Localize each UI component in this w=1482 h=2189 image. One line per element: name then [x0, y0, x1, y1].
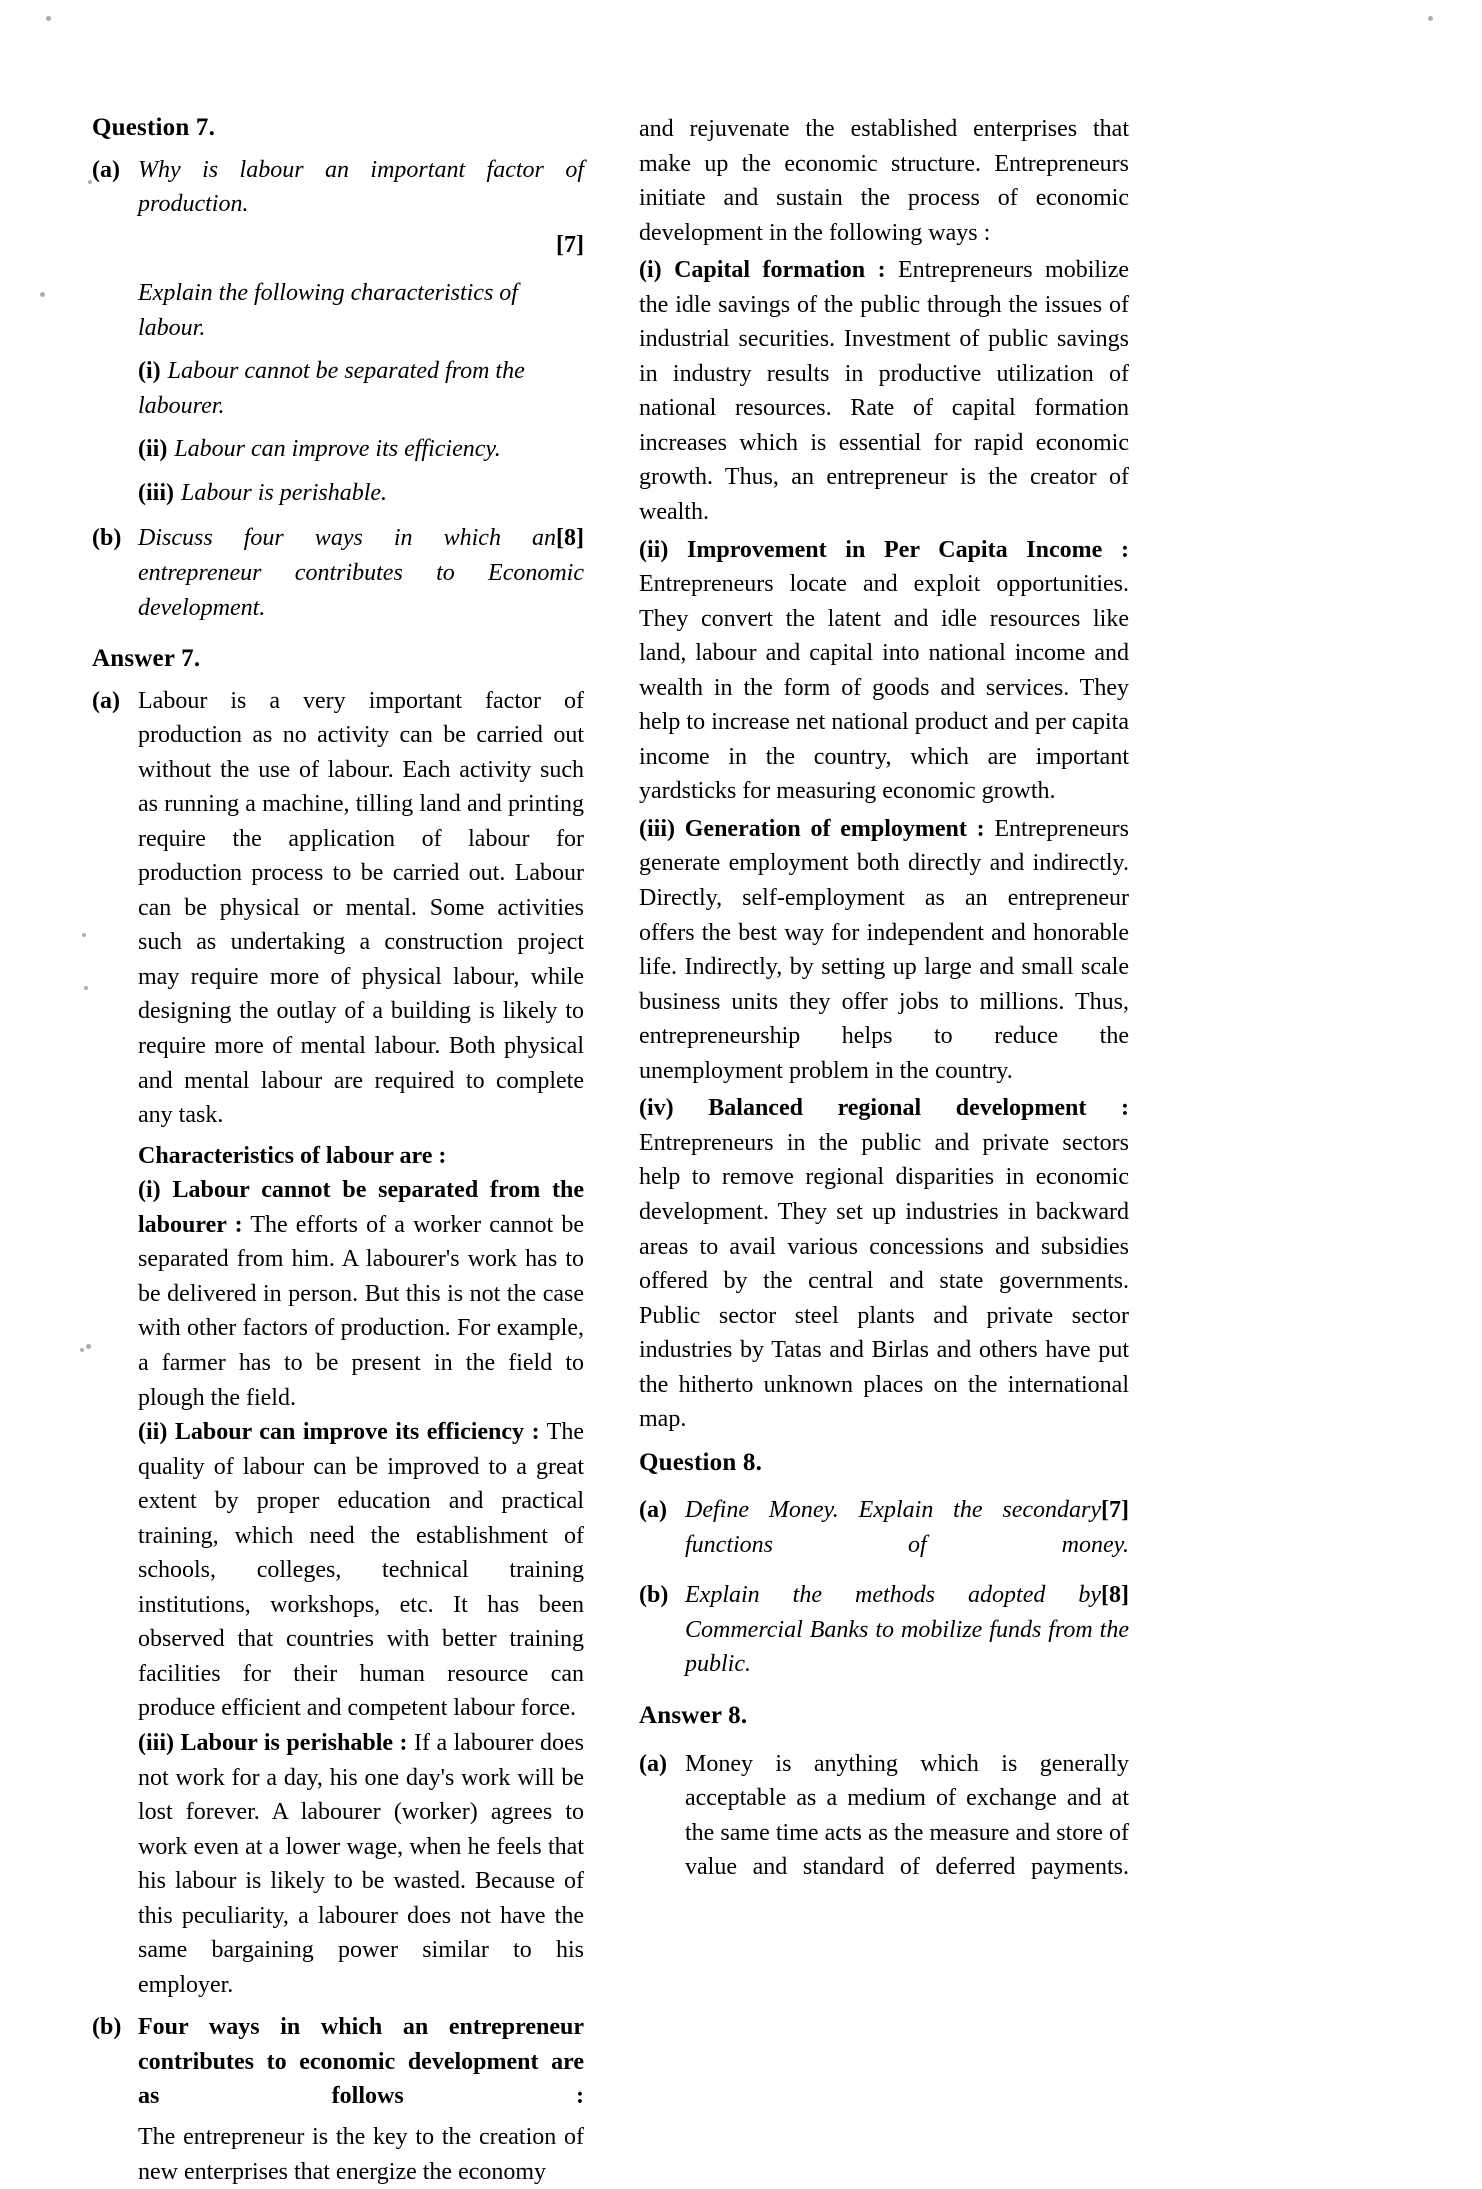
answer-7b — [92, 2010, 584, 2114]
right-column — [639, 112, 1129, 2189]
answer-8a — [639, 1747, 1129, 1885]
question-8b — [639, 1578, 1129, 1682]
question-7a-item — [138, 432, 584, 467]
characteristic-i-body: The efforts of a worker cannot be separated from him. A labourer's work has to be delivered in person. But this is not the case with other factors of production. For example, a farmer has to be present in the field to plough the field. — [138, 1211, 584, 1411]
question-7a-item — [138, 476, 584, 511]
entrepreneur-point-iv — [639, 1091, 1129, 1436]
question-8-heading: Question 8. — [639, 1448, 763, 1476]
question-7a-item-marker: (ii) — [138, 436, 168, 463]
answer-7a-paragraph: Labour is a very important factor of production as no activity can be carried out without the use of labour. Each activity such as running a machine, tilling land and printing require the application of labour for production process to be carried out. Labour can be physical or mental. Some activities such as undertaking a construction project may require more of physical labour, while designing the outlay of a building is likely to require more of mental labour. Both physical and mental labour are required to complete any task. — [138, 687, 584, 1129]
entrepreneur-point-iv-lead: (iv) Balanced regional development : — [639, 1095, 1129, 1122]
answer-8a-paragraph: Money is anything which is generally acceptable as a medium of exchange and at the same time acts as the measure and store of value and standard of deferred payments. — [685, 1750, 1129, 1881]
question-7b-marks: [8] — [556, 525, 584, 552]
question-8a-marker: (a) — [639, 1497, 667, 1524]
question-8b-text: [8] Explain the methods adopted by Commercial Banks to mobilize funds from the public. — [685, 1578, 1129, 1682]
characteristic-item-ii — [138, 1415, 584, 1726]
question-7a-item-marker: (iii) — [138, 479, 174, 506]
question-7a-item-text: Labour can improve its efficiency. — [174, 436, 501, 463]
entrepreneur-point-iii-body: Entrepreneurs generate employment both directly and indirectly. Directly, self-employment as an entrepreneur offers the best way for independent and honorable life. Indirectly, by setting up large and small scale business units they offer jobs to millions. Thus, entrepreneurship helps to reduce the unemployment problem in the country. — [639, 815, 1129, 1084]
entrepreneur-point-iii-lead: (iii) Generation of employment : — [639, 815, 985, 842]
entrepreneur-point-iv-body: Entrepreneurs in the public and private sectors help to remove regional disparities in economic development. They set up industries in backward areas to avail various concessions and subsidies offered by the central and state governments. Public sector steel plants and private sector industries by Tatas and Birlas and others have put the hitherto unknown places on the international map. — [639, 1129, 1129, 1433]
characteristic-iii-lead: (iii) Labour is perishable : — [138, 1729, 408, 1756]
characteristic-ii-body: The quality of labour can be improved to a great extent by proper education and practical training, which need the establishment of schools, colleges, technical training institutions, workshops, etc. It has been observed that countries with better training facilities for their human resource can produce efficient and competent labour force. — [138, 1419, 584, 1722]
question-8a — [639, 1493, 1129, 1562]
question-8a-text: [7] Define Money. Explain the secondary functions of money. — [685, 1493, 1129, 1562]
answer-7a-marker: (a) — [92, 687, 120, 714]
entrepreneur-point-i-body: Entrepreneurs mobilize the idle savings of the public through the issues of industrial securities. Investment of public savings in industry results in productive utilization of national resources. Rate of capital formation increases which is essential for rapid economic growth. Thus, an entrepreneur is the creator of wealth. — [639, 257, 1130, 526]
question-8a-marks: [7] — [1101, 1497, 1129, 1524]
scan-speck — [46, 16, 51, 21]
question-7b-marker: (b) — [92, 525, 122, 552]
answer-7-heading: Answer 7. — [92, 645, 201, 673]
characteristic-ii-lead: (ii) Labour can improve its efficiency : — [138, 1419, 540, 1446]
question-7a-item — [138, 354, 584, 423]
answer-8-heading: Answer 8. — [639, 1702, 748, 1730]
answer-7b-heading: Four ways in which an entrepreneur contributes to economic development are as follows : — [138, 2014, 584, 2110]
entrepreneur-point-i-lead: (i) Capital formation : — [639, 257, 886, 284]
answer-8a-marker: (a) — [639, 1750, 667, 1777]
question-7a-marks: [7] — [556, 231, 584, 258]
entrepreneur-point-ii-lead: (ii) Improvement in Per Capita Income : — [639, 536, 1129, 563]
answer-7b-paragraph: The entrepreneur is the key to the creation of new enterprises that energize the economy — [138, 2123, 584, 2185]
characteristic-i-lead: (i) Labour cannot be separated from the labourer : — [138, 1177, 584, 1238]
question-7a-item-text: Labour cannot be separated from the labourer. — [138, 358, 525, 419]
question-8b-marks: [8] — [1101, 1582, 1129, 1609]
characteristic-iii-body: If a labourer does not work for a day, his one day's work will be lost forever. A labourer (worker) agrees to work even at a lower wage, when he feels that his labour is likely to be wasted. Because of this peculiarity, a labourer does not have the same bargaining power similar to his employer. — [138, 1729, 584, 1998]
characteristic-item-i — [138, 1173, 584, 1415]
question-7a-item-text: Labour is perishable. — [181, 479, 388, 506]
entrepreneur-point-ii — [639, 533, 1129, 809]
scan-speck — [84, 986, 88, 990]
scan-speck — [40, 292, 45, 297]
question-7a-item-marker: (i) — [138, 358, 161, 385]
answer-7b-marker: (b) — [92, 2014, 122, 2041]
question-7a — [92, 153, 584, 222]
two-column-layout — [92, 112, 1392, 2189]
scan-speck — [80, 1348, 84, 1352]
answer-7a — [92, 684, 584, 1133]
question-7b-text: [8] Discuss four ways in which an entrepreneur contributes to Economic development. — [138, 521, 584, 625]
characteristic-item-iii — [138, 1726, 584, 2002]
question-7b — [92, 521, 584, 625]
scan-speck — [82, 933, 86, 937]
entrepreneur-point-ii-body: Entrepreneurs locate and exploit opportunities. They convert the latent and idle resources like land, labour and capital into national income and wealth in the form of goods and services. They help to increase net national product and per capita income in the country, which are important yardsticks for measuring economic growth. — [639, 571, 1129, 805]
question-7a-intro: Explain the following characteristics of labour. — [138, 280, 518, 341]
question-7-heading: Question 7. — [92, 114, 216, 141]
scan-speck — [1428, 16, 1433, 21]
entrepreneur-point-iii — [639, 812, 1129, 1088]
characteristics-heading: Characteristics of labour are : — [138, 1142, 447, 1169]
question-7a-marker: (a) — [92, 156, 120, 183]
entrepreneur-point-i — [639, 253, 1129, 529]
scan-speck — [86, 1344, 91, 1349]
question-8b-marker: (b) — [639, 1582, 669, 1609]
question-7a-text: Why is labour an important factor of production. — [138, 156, 584, 218]
left-column — [92, 112, 584, 2189]
answer-7b-continuation: and rejuvenate the established enterprises that make up the economic structure. Entrepreneurs initiate and sustain the process of economic development in the following ways : — [639, 116, 1129, 246]
